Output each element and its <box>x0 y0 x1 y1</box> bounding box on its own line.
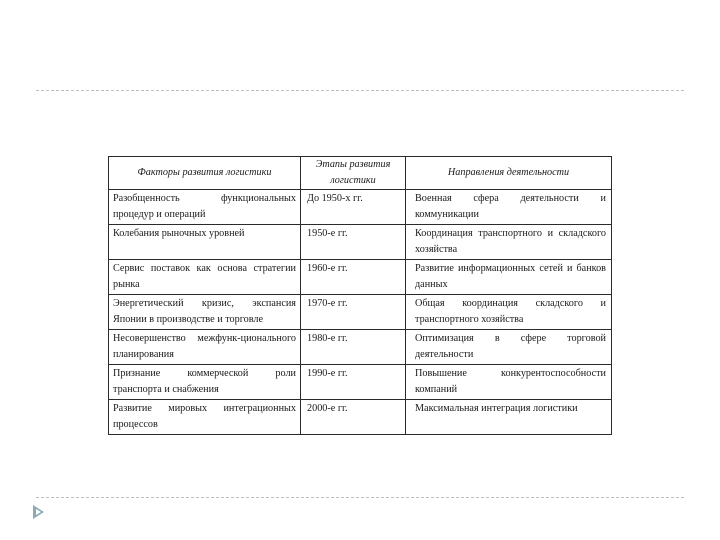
stage-cell: 1960-е гг. <box>301 260 406 295</box>
factor-cell: Колебания рыночных уровней <box>109 225 301 260</box>
direction-cell: Общая координация складского и транспортного хозяйства <box>406 295 612 330</box>
factor-cell: Признание коммерческой роли транспорта и снабжения <box>109 365 301 400</box>
direction-cell: Оптимизация в сфере торговой деятельности <box>406 330 612 365</box>
table-row <box>109 365 612 400</box>
arrow-bullet-icon <box>33 505 44 519</box>
direction-cell: Максимальная интеграция логистики <box>406 400 612 435</box>
stage-cell: 1970-е гг. <box>301 295 406 330</box>
table-header-row <box>109 157 612 190</box>
direction-cell: Военная сфера деятельности и коммуникации <box>406 190 612 225</box>
factor-cell: Развитие мировых интеграционных процессов <box>109 400 301 435</box>
stage-cell: 1990-е гг. <box>301 365 406 400</box>
factor-cell: Несовершенство межфунк-ционального планирования <box>109 330 301 365</box>
stage-cell: 1950-е гг. <box>301 225 406 260</box>
header-directions: Направления деятельности <box>406 157 612 190</box>
table-row <box>109 225 612 260</box>
table-row <box>109 330 612 365</box>
table-row <box>109 190 612 225</box>
bottom-divider <box>36 497 684 498</box>
factor-cell: Разобщенность функциональных процедур и операций <box>109 190 301 225</box>
direction-cell: Повышение конкурентоспособности компаний <box>406 365 612 400</box>
stage-cell: До 1950-х гг. <box>301 190 406 225</box>
factor-cell: Энергетический кризис, экспансия Японии в производстве и торговле <box>109 295 301 330</box>
header-factors: Факторы развития логистики <box>109 157 301 190</box>
direction-cell: Координация транспортного и складского хозяйства <box>406 225 612 260</box>
header-stages: Этапы развития логистики <box>301 157 406 190</box>
logistics-development-table <box>108 156 612 435</box>
factor-cell: Сервис поставок как основа стратегии рынка <box>109 260 301 295</box>
table-row <box>109 400 612 435</box>
stage-cell: 2000-е гг. <box>301 400 406 435</box>
stage-cell: 1980-е гг. <box>301 330 406 365</box>
table-row <box>109 260 612 295</box>
direction-cell: Развитие информационных сетей и банков данных <box>406 260 612 295</box>
top-divider <box>36 90 684 91</box>
table-row <box>109 295 612 330</box>
